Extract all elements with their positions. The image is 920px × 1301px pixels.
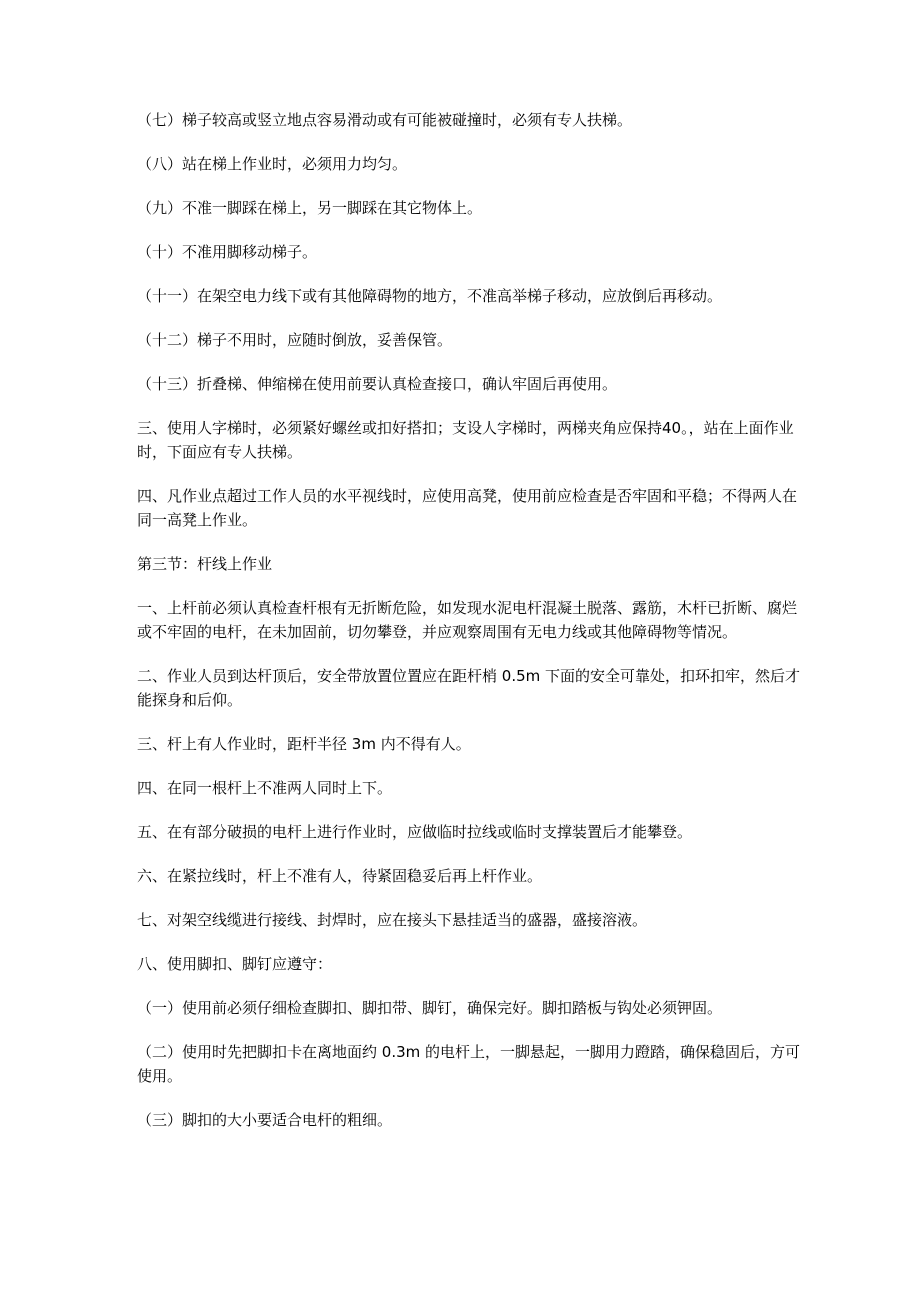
paragraph: （八）站在梯上作业时，必须用力均匀。 <box>137 155 408 173</box>
paragraph: （十三）折叠梯、伸缩梯在使用前要认真检查接口，确认牢固后再使用。 <box>137 375 618 393</box>
paragraph: 七、对架空线缆进行接线、封焊时，应在接头下悬挂适当的盛器，盛接溶液。 <box>137 911 648 929</box>
paragraph: 三、使用人字梯时，必须紧好螺丝或扣好搭扣；支设人字梯时，两梯夹角应保持40。，站在上面作业时，下面应有专人扶梯。 <box>137 419 794 461</box>
paragraph: 六、在紧拉线时，杆上不准有人，待紧固稳妥后再上杆作业。 <box>137 867 543 885</box>
section-heading: 第三节：杆线上作业 <box>137 555 273 573</box>
paragraph: （十二）梯子不用时，应随时倒放，妥善保管。 <box>137 331 453 349</box>
paragraph: 一、上杆前必须认真检查杆根有无折断危险，如发现水泥电杆混凝土脱落、露筋，木杆已折断、腐烂或不牢固的电杆，在未加固前，切勿攀登，并应观察周围有无电力线或其他障碍物等情况。 <box>137 599 798 641</box>
paragraph: 二、作业人员到达杆顶后，安全带放置位置应在距杆梢 0.5m 下面的安全可靠处，扣环扣牢，然后才能探身和后仰。 <box>137 667 801 709</box>
paragraph: 四、在同一根杆上不准两人同时上下。 <box>137 779 393 797</box>
paragraph: 三、杆上有人作业时，距杆半径 3m 内不得有人。 <box>137 735 471 753</box>
paragraph: （三）脚扣的大小要适合电杆的粗细。 <box>137 1111 393 1129</box>
paragraph: 四、凡作业点超过工作人员的水平视线时，应使用高凳，使用前应检查是否牢固和平稳；不得两人在同一高凳上作业。 <box>137 487 798 529</box>
paragraph: 五、在有部分破损的电杆上进行作业时，应做临时拉线或临时支撑装置后才能攀登。 <box>137 823 693 841</box>
document-page <box>137 108 807 1152</box>
paragraph: （十）不准用脚移动梯子。 <box>137 243 318 261</box>
paragraph: （二）使用时先把脚扣卡在离地面约 0.3m 的电杆上，一脚悬起，一脚用力蹬踏，确保稳固后，方可使用。 <box>137 1043 801 1085</box>
paragraph: （七）梯子较高或竖立地点容易滑动或有可能被碰撞时，必须有专人扶梯。 <box>137 111 633 129</box>
paragraph: （十一）在架空电力线下或有其他障碍物的地方，不准高举梯子移动，应放倒后再移动。 <box>137 287 723 305</box>
paragraph: 八、使用脚扣、脚钉应遵守： <box>137 955 333 973</box>
paragraph: （九）不准一脚踩在梯上，另一脚踩在其它物体上。 <box>137 199 483 217</box>
paragraph: （一）使用前必须仔细检查脚扣、脚扣带、脚钉，确保完好。脚扣踏板与钩处必须钾固。 <box>137 999 723 1017</box>
